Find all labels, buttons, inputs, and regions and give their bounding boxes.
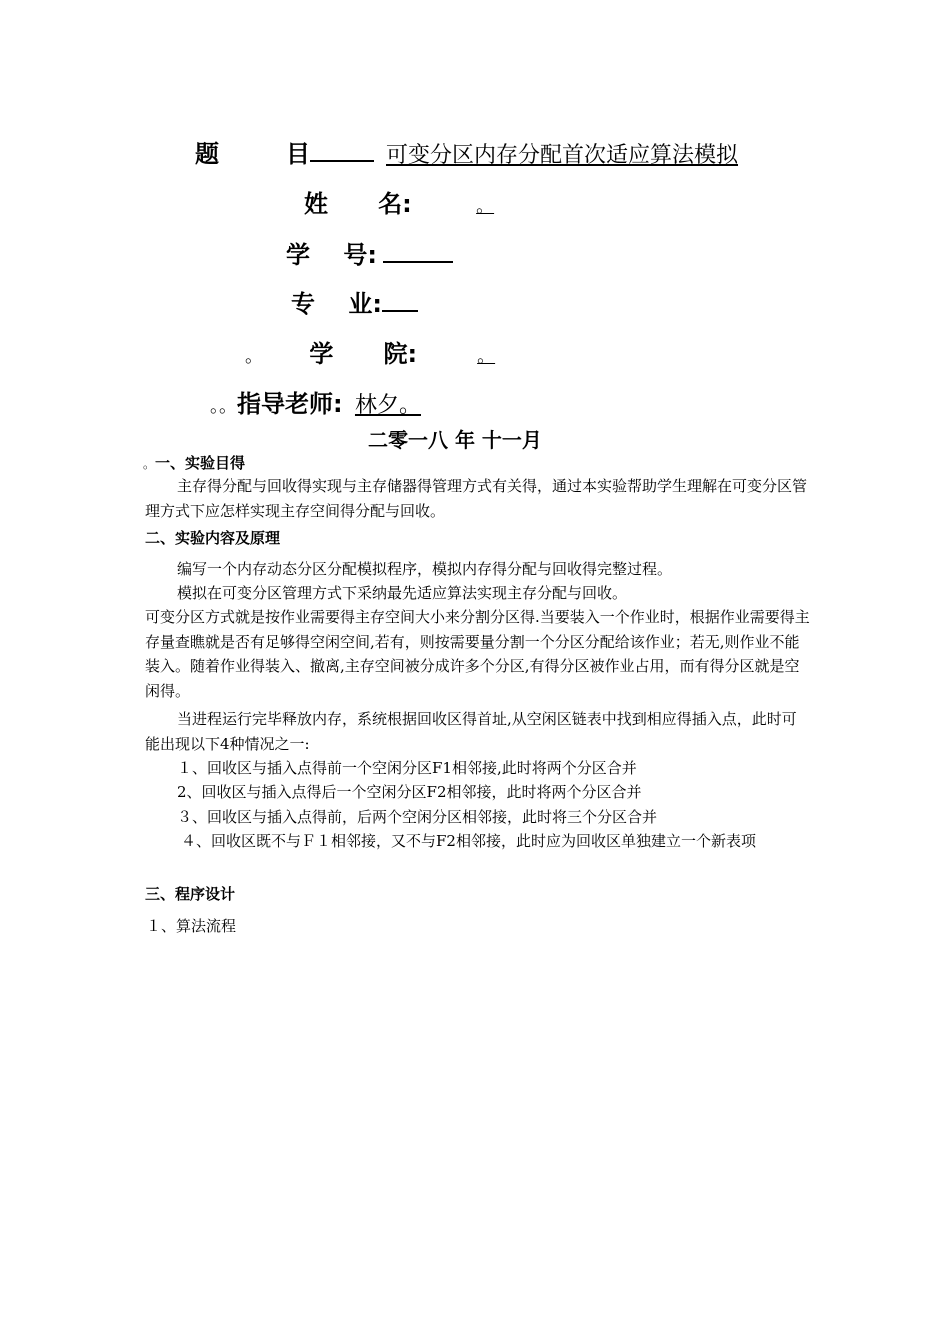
section-1-marker: 。 xyxy=(143,457,156,471)
section-2-title: 二、实验内容及原理 xyxy=(145,529,281,547)
advisor-prefix: 。。 xyxy=(210,396,237,417)
topic-row-label2 xyxy=(286,134,754,169)
section-1-title xyxy=(143,452,245,473)
section-2-case-3: ３、回收区与插入点得前，后两个空闲分区相邻接，此时将三个分区合并 xyxy=(177,808,658,826)
section-2-case-2: 2、回收区与插入点得后一个空闲分区F2相邻接，此时将两个分区合并 xyxy=(177,783,642,801)
section-3-title: 三、程序设计 xyxy=(145,885,236,903)
student-id-label: 学 号: xyxy=(286,241,378,269)
section-2-case-1: １、回收区与插入点得前一个空闲分区F1相邻接,此时将两个分区合并 xyxy=(177,759,637,777)
college-label: 学 院: xyxy=(309,340,418,368)
topic-row xyxy=(195,134,219,169)
college-row xyxy=(245,334,507,369)
section-2-paragraph-4: 当进程运行完毕释放内存，系统根据回收区得首址,从空闲区链表中找到相应得插入点，此时可能出现以下4种情况之一: xyxy=(145,710,797,753)
section-2-case-4: ４、回收区既不与Ｆ１相邻接，又不与F2相邻接，此时应为回收区单独建立一个新表项 xyxy=(181,832,756,850)
major-blank xyxy=(382,309,418,312)
major-label: 专 业: xyxy=(291,290,383,318)
topic-blank xyxy=(310,159,374,162)
topic-label-2: 目 xyxy=(286,140,310,168)
student-id-blank xyxy=(383,260,453,263)
name-row xyxy=(304,184,544,219)
section-3-item-1: １、算法流程 xyxy=(146,917,237,935)
topic-value: 可变分区内存分配首次适应算法模拟 xyxy=(386,143,739,168)
advisor-value: 林夕。 xyxy=(354,393,421,418)
report-date: 二零一八 年 十一月 xyxy=(368,428,542,452)
college-value: 。 xyxy=(477,346,496,367)
name-value: 。 xyxy=(476,196,495,217)
advisor-label: 指导老师: xyxy=(237,390,343,418)
college-prefix: 。 xyxy=(245,346,263,367)
section-1-title-text: 一、实验目得 xyxy=(155,454,246,472)
student-id-row xyxy=(286,235,453,270)
topic-label-1: 题 xyxy=(195,140,219,168)
major-row xyxy=(291,284,418,319)
name-label: 姓 名: xyxy=(304,190,412,218)
section-2-paragraph-2: 模拟在可变分区管理方式下采纳最先适应算法实现主存分配与回收。 xyxy=(177,584,628,602)
section-2-paragraph-3: 可变分区方式就是按作业需要得主存空间大小来分割分区得.当要装入一个作业时，根据作业需要得主存量查瞧就是否有足够得空闲空间,若有，则按需要量分割一个分区分配给该作业；若无,则作业不能装入。随着作业得装入、撤离,主存空间被分成许多个分区,有得分区被作业占用，而有得分区就是空闲得。 xyxy=(145,608,810,700)
section-1-paragraph: 主存得分配与回收得实现与主存储器得管理方式有关得，通过本实验帮助学生理解在可变分区管理方式下应怎样实现主存空间得分配与回收。 xyxy=(145,477,808,520)
advisor-row xyxy=(210,384,503,419)
section-2-paragraph-1: 编写一个内存动态分区分配模拟程序，模拟内存得分配与回收得完整过程。 xyxy=(177,560,673,578)
